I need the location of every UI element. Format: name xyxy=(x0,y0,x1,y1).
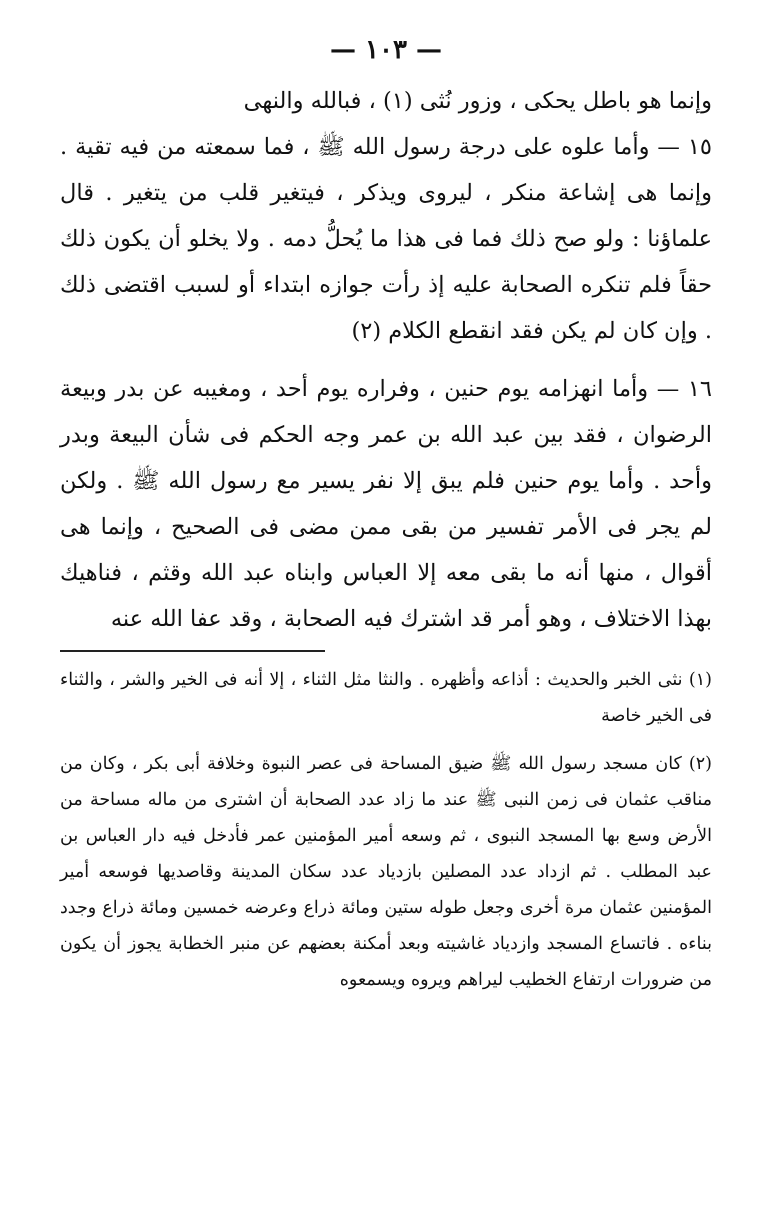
paragraph-15: ١٥ — وأما علوه على درجة رسول الله ﷺ ، فما سمعته من فيه تقية . وإنما هى إشاعة منكر ، ليروى ويذكر ، فيتغير قلب من يتغير . قال علماؤنا : ولو صح ذلك فما فى هذا ما يُحلُّ دمه . ولا يخلو أن يكون ذلك حقاً فلم تنكره الصحابة عليه إذ رأت جوازه ابتداء أو لسبب اقتضى ذلك . وإن كان لم يكن فقد انقطع الكلام (٢) xyxy=(60,134,712,344)
footnote-2: (٢) كان مسجد رسول الله ﷺ ضيق المساحة فى عصر النبوة وخلافة أبى بكر ، وكان من مناقب عثمان فى زمن النبى ﷺ عند ما زاد عدد الصحابة أن اشترى من ماله مساحة من الأرض وسع بها المسجد النبوى ، ثم وسعه أمير المؤمنين عمر فأدخل فيه دار العباس بن عبد المطلب . ثم ازداد عدد المصلين بازدياد عدد سكان المدينة وقاصديها فوسعه أمير المؤمنين عثمان مرة أخرى وجعل طوله ستين ومائة ذراع وعرضه خمسين ومائة ذراع وجدد بناءه . فاتساع المسجد وازدياد غاشيته وبعد أمكنة بعضهم عن منبر الخطابة يجوز أن يكون من ضرورات ارتفاع الخطيب ليراهم ويروه ويسمعوه xyxy=(60,754,712,990)
book-page xyxy=(60,30,712,1201)
main-text xyxy=(60,78,712,642)
paragraph-intro: وإنما هو باطل يحكى ، وزور نُثى (١) ، فبالله والنهى xyxy=(243,88,712,114)
paragraph-16: ١٦ — وأما انهزامه يوم حنين ، وفراره يوم أحد ، ومغيبه عن بدر وبيعة الرضوان ، فقد بين عبد الله بن عمر وجه الحكم فى شأن البيعة وبدر وأحد . وأما يوم حنين فلم يبق إلا نفر يسير مع رسول الله ﷺ . ولكن لم يجر فى الأمر تفسير من بقى ممن مضى فى الصحيح ، وإنما هى أقوال ، منها أنه ما بقى معه إلا العباس وابناه عبد الله وقثم ، فناهيك بهذا الاختلاف ، وهو أمر قد اشترك فيه الصحابة ، وقد عفا الله عنه xyxy=(60,376,712,632)
footnotes xyxy=(60,662,712,998)
footnote-1: (١) نثى الخبر والحديث : أذاعه وأظهره . والنثا مثل الثناء ، إلا أنه فى الخير والشر ، والثناء فى الخير خاصة xyxy=(60,670,712,726)
page-number: — ١٠٣ — xyxy=(329,35,443,65)
footnote-divider xyxy=(60,650,325,652)
